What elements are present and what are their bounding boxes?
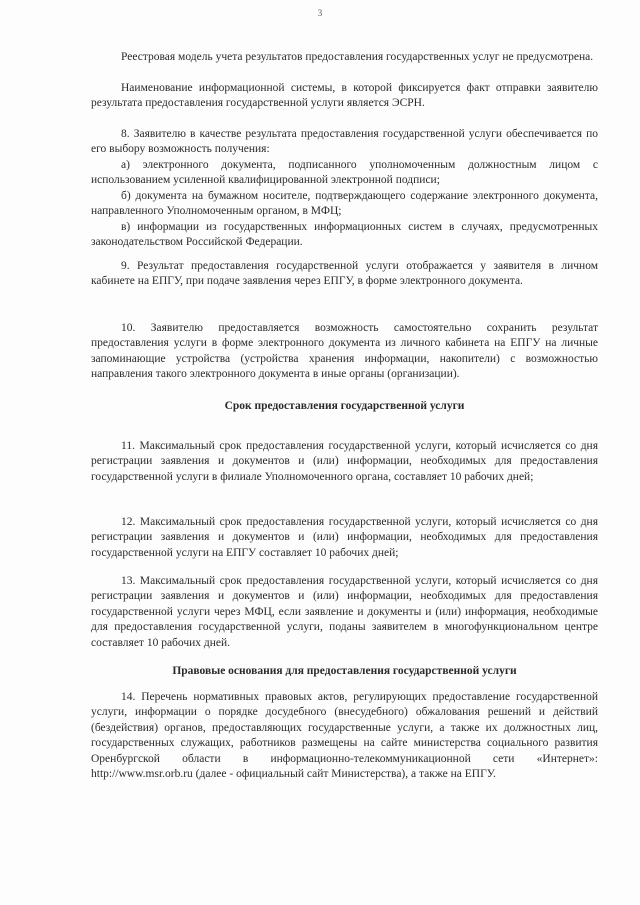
- paragraph-12: 12. Максимальный срок предоставления государственной услуги, который исчисляется со дня регистрации заявления и документов и (или) информации, необходимых для предоставления государственной услуги на ЕПГУ составляет 10 рабочих дней;: [91, 516, 598, 559]
- page-number: 3: [317, 8, 323, 18]
- paragraph-8-item-c: в) информации из государственных информационных систем в случаях, предусмотренных законодательством Российской Федерации.: [91, 221, 598, 249]
- paragraph-14: 14. Перечень нормативных правовых актов, регулирующих предоставление государственной услуги, информации о порядке досудебного (внесудебного) обжалования решений и действий (бездействия) органов, предоставляющих государственные услуги, а также их должностных лиц, государственных служащих, работников размещены на сайте министерства социального развития Оренбургской области в информационно-телекоммуникационной сети «Интернет»: http://www.msr.orb.ru (далее - официальный сайт Министерства), а также на ЕПГУ.: [91, 691, 598, 781]
- paragraph-8-item-a: а) электронного документа, подписанного уполномоченным должностным лицом с использованием усиленной квалифицированной электронной подписи;: [91, 159, 598, 187]
- registry-model-paragraph: Реестровая модель учета результатов предоставления государственных услуг не предусмотрена.: [121, 51, 594, 63]
- paragraph-11: 11. Максимальный срок предоставления государственной услуги, который исчисляется со дня регистрации заявления и документов и (или) информации, необходимых для предоставления государственной услуги в филиале Уполномоченного органа, составляет 10 рабочих дней;: [91, 440, 598, 483]
- paragraph-8-item-b: б) документа на бумажном носителе, подтверждающего содержание электронного документа, направленного Уполномоченным органом, в МФЦ;: [91, 190, 598, 218]
- information-system-paragraph: Наименование информационной системы, в которой фиксируется факт отправки заявителю результата предоставления государственной услуги является ЭСРН.: [91, 82, 598, 110]
- paragraph-13: 13. Максимальный срок предоставления государственной услуги, который исчисляется со дня регистрации заявления и документов и (или) информации, необходимых для предоставления государственной услуги через МФЦ, если заявление и документы и (или) информация, необходимые для предоставления государственной услуги, поданы заявителем в многофункциональном центре составляет 10 рабочих дней.: [91, 575, 598, 649]
- paragraph-10: 10. Заявителю предоставляется возможность самостоятельно сохранить результат предоставления услуги в форме электронного документа из личного кабинета на ЕПГУ на личные запоминающие устройства (устройства хранения информации, накопители) с возможностью направления такого электронного документа в иные органы (организации).: [91, 322, 598, 381]
- section-heading-term: Срок предоставления государственной услуги: [224, 400, 465, 412]
- section-heading-legal-basis: Правовые основания для предоставления государственной услуги: [172, 665, 517, 677]
- paragraph-8: 8. Заявителю в качестве результата предоставления государственной услуги обеспечивается по его выбору возможность получения:: [91, 128, 598, 156]
- paragraph-9: 9. Результат предоставления государственной услуги отображается у заявителя в личном кабинете на ЕПГУ, при подаче заявления через ЕПГУ, в форме электронного документа.: [91, 260, 598, 288]
